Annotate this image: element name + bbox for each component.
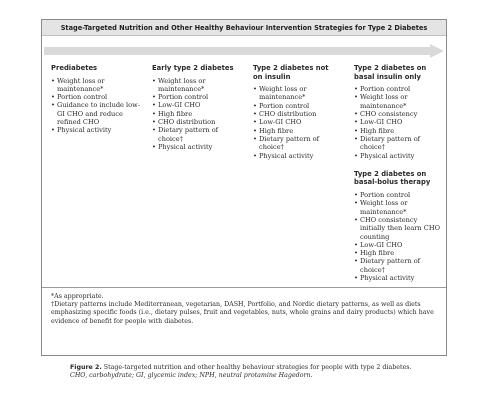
list-item: • Portion control [152,93,238,101]
caption-text: Stage-targeted nutrition and other healthy behaviour strategies for people with type 2 diabetes. [101,364,412,371]
list-item: • CHO consistency initially then learn CHO counting [354,216,440,241]
stage-columns [51,64,440,283]
caption-abbreviations: CHO, carbohydrate; GI, glycemic index; NPH, neutral protamine Hagedorn. [70,372,313,380]
list-item: • Dietary pattern of choice† [354,135,440,152]
list-item: • Low-GI CHO [354,118,440,126]
list-item: • Guidance to include low-GI CHO and reduce refined CHO [51,101,141,126]
list-item: • Physical activity [253,152,335,160]
list-item: • Dietary pattern of choice† [354,257,440,274]
sub-heading: Type 2 diabetes on basal-bolus therapy [354,169,431,187]
list-item: • Weight loss or maintenance* [354,199,440,216]
table-title: Stage-Targeted Nutrition and Other Healthy Behaviour Intervention Strategies for Type 2 Diabetes [42,20,446,36]
list-item: • Weight loss or maintenance* [152,77,238,94]
list-item: • Low-GI CHO [152,101,238,109]
column-heading: Early type 2 diabetes [152,64,234,72]
list-item: • CHO distribution [253,110,335,118]
list-item: • Portion control [354,85,440,93]
column-insulin [354,64,440,282]
list-item: • Dietary pattern of choice† [253,135,335,152]
list-item: • Dietary pattern of choice† [152,126,238,143]
footnote-dietary-patterns: †Dietary patterns include Mediterranean, vegetarian, DASH, Portfolio, and Nordic dietary patterns, as well as diets emphasizing specific foods (i.e., dietary pulses, fruit and vegetables, nuts, whole grains and dairy products) which have evidence of benefit for people with diabetes. [51,301,434,325]
list-item: • Physical activity [354,274,440,282]
column-heading: Prediabetes [51,64,98,72]
column-list [253,85,335,160]
column-list [51,77,141,135]
divider [42,287,446,288]
column-list [354,85,440,160]
footnote-as-appropriate: *As appropriate. [51,293,104,300]
list-item: • Weight loss or maintenance* [354,93,440,110]
list-item: • Portion control [354,191,440,199]
list-item: • Low-GI CHO [253,118,335,126]
list-item: • Portion control [51,93,141,101]
list-item: • CHO consistency [354,110,440,118]
list-item: • High fibre [253,127,335,135]
list-item: • Physical activity [152,143,238,151]
column-heading: Type 2 diabetes not on insulin [253,64,329,81]
column-not-on-insulin [253,64,335,160]
list-item: • Weight loss or maintenance* [51,77,141,94]
list-item: • Physical activity [354,152,440,160]
column-early-type-2 [152,64,238,151]
column-heading: Type 2 diabetes on basal insulin only [354,64,427,81]
progression-arrow [44,44,444,58]
footnotes [51,293,439,326]
list-item: • High fibre [354,127,440,135]
strategy-table [41,19,447,356]
column-prediabetes [51,64,141,135]
column-list [152,77,238,152]
list-item: • Physical activity [51,126,141,134]
list-item: • Low-GI CHO [354,241,440,249]
list-item: • Weight loss or maintenance* [253,85,335,102]
list-item: • CHO distribution [152,118,238,126]
figure-label: Figure 2. [70,364,102,371]
figure-caption [70,364,430,381]
list-item: • High fibre [152,110,238,118]
list-item: • Portion control [253,102,335,110]
list-item: • High fibre [354,249,440,257]
sub-list [354,191,440,282]
